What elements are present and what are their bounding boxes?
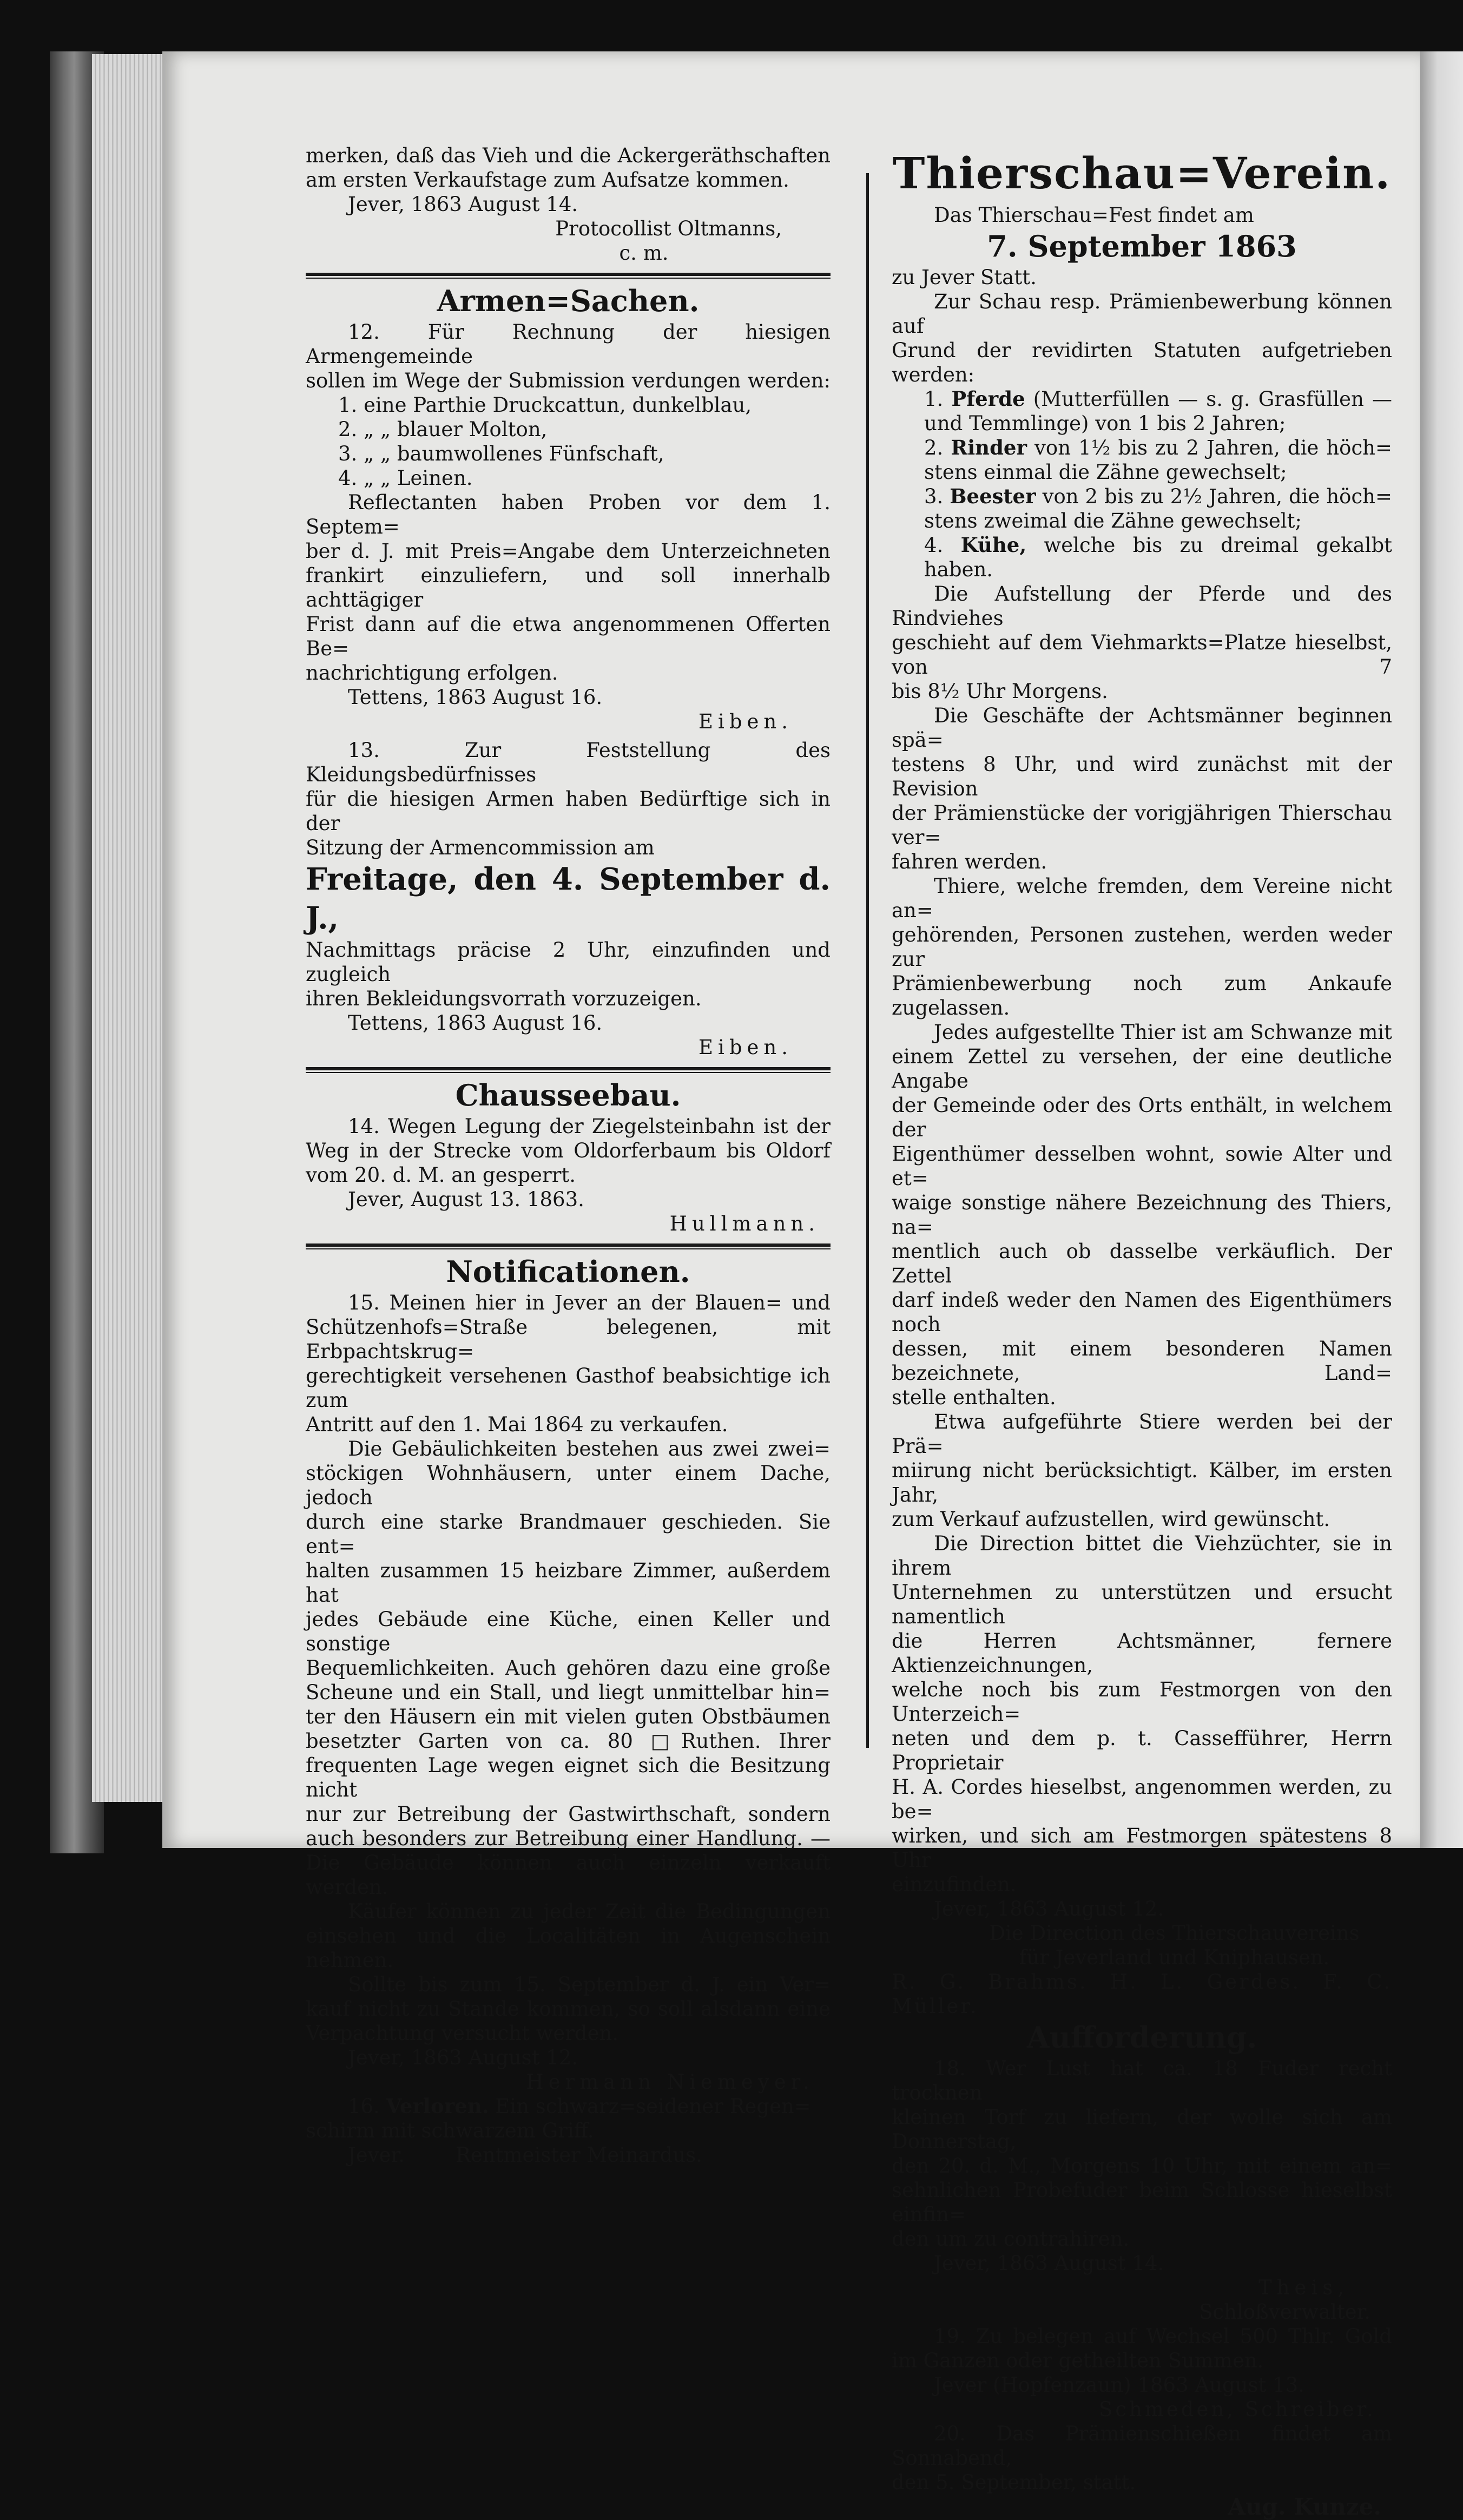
dateline: Jever, 1863 August 12.: [934, 1897, 1164, 1920]
text-line: geschieht auf dem Viehmarkts=Platze hieselbst, von 7: [892, 631, 1392, 679]
text-line: sehnlichen Probefuder beim Schlosse hieselbst einfin=: [892, 2179, 1392, 2226]
text-line: H. A. Cordes hieselbst, angenommen werden, zu be=: [892, 1775, 1392, 1823]
signature: Schmeden, Schreiber.: [1098, 2398, 1376, 2421]
text-line: Sitzung der Armencommission am: [306, 836, 655, 859]
text-line: kauf nicht zu Stande kommen, so soll alsdann eine: [306, 1997, 831, 2021]
text-line: Verpachtung versucht werden.: [306, 2022, 619, 2045]
dateline: Tettens, 1863 August 16.: [348, 1011, 603, 1035]
text-line: schirm mit schwarzem Griff.: [306, 2119, 594, 2142]
category-label: Rinder: [951, 436, 1027, 459]
section-heading: Armen=Sachen.: [437, 284, 700, 318]
text-line: bis 8½ Uhr Morgens.: [892, 680, 1108, 703]
text-line: Scheune und ein Stall, und liegt unmittelbar hin=: [306, 1681, 831, 1704]
text-line: die Herren Achtsmänner, fernere Aktienzeichnungen,: [892, 1629, 1392, 1677]
text-line: ihren Bekleidungsvorrath vorzuzeigen.: [306, 987, 702, 1010]
signers: R. G. Brahms. H. L. Gerdes. F. C. Müller.: [892, 1970, 1392, 2018]
list-item: 2. Rinder von 1½ bis zu 2 Jahren, die höch=: [924, 436, 1393, 459]
text-line: Jedes aufgestellte Thier ist am Schwanze mit: [934, 1021, 1392, 1044]
text-line: sollen im Wege der Submission verdungen werden:: [306, 369, 831, 392]
animal-list: [892, 387, 1392, 582]
list-item-cont: und Temmlinge) von 1 bis 2 Jahren;: [924, 412, 1286, 435]
text-line: Bequemlichkeiten. Auch gehören dazu eine große: [306, 1656, 831, 1680]
text-line: Die Gebäulichkeiten bestehen aus zwei zwei=: [348, 1437, 831, 1460]
text-line: Thiere, welche fremden, dem Vereine nicht an=: [892, 874, 1392, 922]
signature: c. m.: [619, 241, 669, 265]
text-line: jedes Gebäude eine Küche, einen Keller und sonstige: [306, 1608, 831, 1655]
text-line: ter den Häusern ein mit vielen guten Obstbäumen: [306, 1705, 831, 1728]
signature: Die Direction des Thierschauvereins: [989, 1922, 1360, 1945]
notice-16: [306, 2094, 831, 2118]
text-line: Sollte bis zum 15. September d. J. ein Ver=: [348, 1973, 831, 1996]
list-item: 1. eine Parthie Druckcattun, dunkelblau,: [338, 393, 752, 417]
text-line: einem Zettel zu versehen, der eine deutliche Angabe: [892, 1045, 1392, 1093]
left-column: [306, 143, 831, 2167]
text-line: vom 20. d. M. an gesperrt.: [306, 1163, 576, 1187]
text-line: zu Jever Statt.: [892, 266, 1037, 289]
text-line: halten zusammen 15 heizbare Zimmer, außerdem hat: [306, 1559, 831, 1607]
text-line: stöckigen Wohnhäusern, unter einem Dache, jedoch: [306, 1462, 831, 1509]
section-heading: Notificationen.: [446, 1254, 690, 1289]
section-rule: [306, 1067, 831, 1073]
text-line: dessen, mit einem besonderen Namen bezeichnete, Land=: [892, 1337, 1392, 1385]
text-line: den um zu contrahiren.: [892, 2227, 1130, 2251]
text-line: auch besonders zur Betreibung einer Handlung. —: [306, 1827, 831, 1850]
text-line: 14. Wegen Legung der Ziegelsteinbahn ist der: [348, 1115, 831, 1138]
festival-date: 7. September 1863: [987, 229, 1297, 264]
dateline: Jever, 1863 August 14.: [934, 2252, 1164, 2275]
text-line: 19. Zu belegen auf Wechsel 500 Thlr. Gold: [934, 2325, 1392, 2348]
list-item-cont: stens einmal die Zähne gewechselt;: [924, 460, 1287, 484]
text-line: Weg in der Strecke vom Oldorferbaum bis Oldorf: [306, 1139, 831, 1162]
text-line: nur zur Betreibung der Gastwirthschaft, sondern: [306, 1802, 831, 1826]
signature: Schloßverwalter.: [1199, 2300, 1370, 2324]
dateline: Tettens, 1863 August 16.: [348, 686, 603, 709]
text-line: der Prämienstücke der vorigjährigen Thierschau ver=: [892, 801, 1392, 849]
signature: Jever. Rentmeister Meinardus.: [348, 2143, 702, 2167]
next-page-edge: [1420, 51, 1463, 1848]
text-line: werden.: [306, 1876, 388, 1899]
page-stack-edge: [92, 54, 173, 1802]
list-item: 2. „ „ blauer Molton,: [338, 418, 548, 441]
section-heading: Aufforderung.: [1026, 2020, 1257, 2055]
list-item: 4. „ „ Leinen.: [338, 466, 473, 490]
signature: Hullmann.: [669, 1212, 820, 1235]
signature: für Jeverland und Kniphausen.: [1019, 1946, 1330, 1969]
text-line: durch eine starke Brandmauer geschieden. Sie ent=: [306, 1510, 831, 1558]
section-rule: [306, 273, 831, 279]
text-line: am ersten Verkaufstage zum Aufsatze kommen.: [306, 168, 789, 192]
dateline: Jever, 1863 August 14.: [348, 193, 578, 216]
text-line: Das Thierschau=Fest findet am: [934, 203, 1254, 227]
text-line: Die Gebäude können auch einzeln verkauft: [306, 1851, 831, 1874]
text-line: Ein schwarz=seidener Regen=: [495, 2095, 811, 2118]
signature: Aug. Kunze.: [1228, 2493, 1381, 2520]
text-line: miirung nicht berücksichtigt. Kälber, im ersten Jahr,: [892, 1459, 1392, 1506]
text-line: merken, daß das Vieh und die Ackergeräthschaften: [306, 144, 831, 167]
signature: Eiben.: [698, 710, 793, 733]
text-line: den 5. September, statt.: [892, 2471, 1136, 2494]
text-line: Die Aufstellung der Pferde und des Rindviehes: [892, 582, 1392, 630]
text-line: für die hiesigen Armen haben Bedürftige sich in der: [306, 787, 831, 835]
text-line: Reflectanten haben Proben vor dem 1. Septem=: [306, 491, 831, 538]
section-heading: Chausseebau.: [455, 1078, 681, 1113]
text-line: Käufer können zu jeder Zeit die Bedingungen: [348, 1900, 831, 1923]
text-line: Die Direction bittet die Viehzüchter, sie in ihrem: [892, 1532, 1392, 1580]
masthead: Thierschau=Verein.: [892, 148, 1392, 199]
text-line: Nachmittags präcise 2 Uhr, einzufinden und zugleich: [306, 938, 831, 986]
text-line: Die Geschäfte der Achtsmänner beginnen spä=: [892, 704, 1392, 752]
text-line: neten und dem p. t. Cassefführer, Herrn Proprietair: [892, 1727, 1392, 1774]
text-line: Unternehmen zu unterstützen und ersucht namentlich: [892, 1581, 1392, 1628]
text-line: Zur Schau resp. Prämienbewerbung können auf: [892, 290, 1392, 338]
text-line: testens 8 Uhr, und wird zunächst mit der Revision: [892, 753, 1392, 800]
text-line: stelle enthalten.: [892, 1386, 1056, 1409]
text-line: zum Verkauf aufzustellen, wird gewünscht.: [892, 1508, 1330, 1531]
text-line: waige sonstige nähere Bezeichnung des Thiers, na=: [892, 1191, 1392, 1239]
text-line: im Ganzen oder getheilten Summen.: [892, 2349, 1264, 2372]
text-line: frequenten Lage wegen eignet sich die Besitzung nicht: [306, 1754, 831, 1801]
dateline: Jever (Hopfenzaun) 1863 August 13.: [934, 2373, 1304, 2397]
column-divider: [866, 173, 869, 1748]
text-line: besetzter Garten von ca. 80 □Ruthen. Ihrer: [306, 1729, 831, 1753]
signature: Eiben.: [698, 1036, 793, 1059]
text-line: mentlich auch ob dasselbe verkäuflich. Der Zettel: [892, 1240, 1392, 1287]
text-line: Eigenthümer desselben wohnt, sowie Alter und et=: [892, 1142, 1392, 1190]
text-line: gehörenden, Personen zustehen, werden weder zur: [892, 923, 1392, 971]
text-line: den 20. d. M., Morgens 10 Uhr, mit einem an=: [892, 2154, 1392, 2177]
text-line: frankirt einzuliefern, und soll innerhalb achttägiger: [306, 564, 831, 611]
category-label: Pferde: [951, 387, 1025, 411]
text-line: kleinen Torf zu liefern, der wolle sich am Donnerstag,: [892, 2106, 1392, 2153]
text-line: darf indeß weder den Namen des Eigenthümers noch: [892, 1288, 1392, 1336]
list-item: 3. „ „ baumwollenes Fünfschaft,: [338, 442, 664, 465]
text-line: ber d. J. mit Preis=Angabe dem Unterzeichneten: [306, 539, 831, 563]
text-line: gerechtigkeit versehenen Gasthof beabsichtige ich zum: [306, 1364, 831, 1412]
text-line: 12. Für Rechnung der hiesigen Armengemeinde: [306, 320, 831, 368]
category-label: Kühe,: [960, 533, 1027, 557]
text-line: 13. Zur Feststellung des Kleidungsbedürfnisses: [306, 739, 831, 786]
text-line: 15. Meinen hier in Jever an der Blauen= und: [348, 1291, 831, 1314]
list-item: 4. Kühe, welche bis zu dreimal gekalbt haben.: [924, 533, 1393, 581]
text-line: welche noch bis zum Festmorgen von den Unterzeich=: [892, 1678, 1392, 1726]
signature: Theis,: [1258, 2276, 1349, 2299]
text-line: der Gemeinde oder des Orts enthält, in welchem der: [892, 1094, 1392, 1141]
text-line: Schützenhofs=Straße belegenen, mit Erbpachtskrug=: [306, 1315, 831, 1363]
meeting-date: Freitage, den 4. September d. J.,: [306, 861, 831, 936]
text-line: einzufinden.: [892, 1873, 1017, 1896]
text-line: nachrichtigung erfolgen.: [306, 661, 558, 685]
notice-number: 16.: [348, 2095, 380, 2118]
text-line: fahren werden.: [892, 850, 1047, 873]
text-line: wirken, und sich am Festmorgen spätestens 8 Uhr: [892, 1824, 1392, 1872]
text-line: Prämienbewerbung noch zum Ankaufe zugelassen.: [892, 972, 1392, 1019]
text-line: 18. Wer Lust hat ca. 18 Fuder recht trocknen: [892, 2057, 1392, 2104]
section-rule: [306, 1243, 831, 1249]
right-column: [892, 143, 1392, 2519]
dateline: Jever, 1863 August 12.: [348, 2046, 578, 2069]
dateline: Jever, August 13. 1863.: [348, 1188, 584, 1211]
category-label: Beester: [950, 484, 1036, 508]
signature: Hermann Niemeyer.: [526, 2070, 814, 2094]
list-item: 1. Pferde (Mutterfüllen — s. g. Grasfüllen —: [924, 387, 1393, 411]
signature: Protocollist Oltmanns,: [555, 217, 782, 240]
notice-keyword: Verloren.: [386, 2094, 489, 2118]
text-line: Grund der revidirten Statuten aufgetrieben werden:: [892, 339, 1392, 386]
text-line: einsehen und die Localitäten in Augenschein nehmen.: [306, 1924, 831, 1972]
text-line: Frist dann auf die etwa angenommenen Offerten Be=: [306, 613, 831, 660]
text-line: Etwa aufgeführte Stiere werden bei der Prä=: [892, 1410, 1392, 1458]
text-line: Antritt auf den 1. Mai 1864 zu verkaufen.: [306, 1413, 728, 1436]
list-item: 3. Beester von 2 bis zu 2½ Jahren, die höch=: [924, 484, 1393, 508]
text-line: 20. Das Prämienschießen findet am Sonnabend,: [892, 2422, 1392, 2470]
list-item-cont: stens zweimal die Zähne gewechselt;: [924, 509, 1302, 532]
